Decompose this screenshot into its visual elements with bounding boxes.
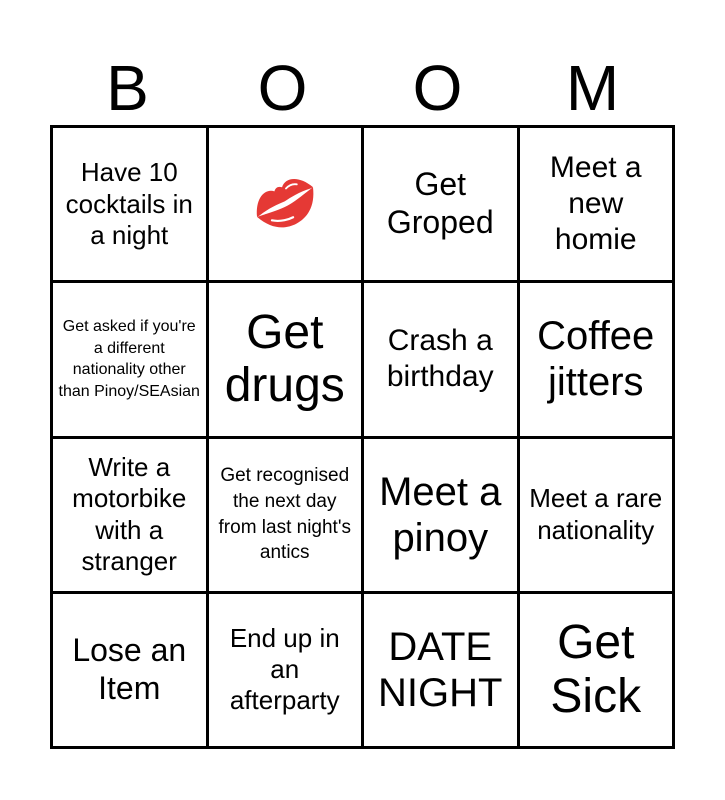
cell-label: Crash a birthday	[386, 324, 494, 394]
cell-label: Get Sick	[550, 616, 642, 723]
bingo-cell-r2c3[interactable]	[364, 283, 517, 435]
bingo-cell-r4c4[interactable]	[520, 594, 673, 746]
bingo-cell-r2c4[interactable]	[520, 283, 673, 435]
bingo-cell-r4c2[interactable]	[209, 594, 362, 746]
header-letter-b: B	[106, 52, 149, 124]
bingo-header	[50, 52, 675, 124]
bingo-cell-r1c4[interactable]	[520, 128, 673, 280]
lips-icon	[249, 166, 321, 243]
bingo-cell-r3c1[interactable]	[53, 439, 206, 591]
bingo-cell-r2c1[interactable]	[53, 283, 206, 435]
cell-label: Get Groped	[386, 166, 494, 241]
cell-label: Get asked if you're a different nationality other than Pinoy/SEAsian	[58, 318, 200, 400]
cell-label: Write a motorbike with a stranger	[72, 452, 187, 576]
cell-label: Meet a new homie	[549, 151, 642, 257]
cell-label: Get drugs	[224, 305, 345, 413]
cell-label: Lose an Item	[72, 632, 187, 706]
bingo-cell-r1c3[interactable]	[364, 128, 517, 280]
cell-label: Meet a pinoy	[379, 469, 502, 560]
cell-label: Meet a rare nationality	[529, 483, 663, 545]
bingo-cell-r3c4[interactable]	[520, 439, 673, 591]
bingo-cell-r3c2[interactable]	[209, 439, 362, 591]
bingo-board	[50, 125, 675, 749]
cell-label: Coffee jitters	[537, 314, 655, 405]
header-letter-o-2: O	[412, 52, 463, 124]
cell-label: Have 10 cocktails in a night	[65, 157, 193, 250]
cell-label: Get recognised the next day from last night's antics	[218, 465, 351, 564]
cell-label: DATE NIGHT	[378, 624, 503, 715]
bingo-cell-r3c3[interactable]	[364, 439, 517, 591]
bingo-cell-r2c2[interactable]	[209, 283, 362, 435]
bingo-cell-r4c1[interactable]	[53, 594, 206, 746]
header-letter-m: M	[565, 52, 620, 124]
header-letter-o-1: O	[257, 52, 308, 124]
bingo-cell-r1c1[interactable]	[53, 128, 206, 280]
cell-label: End up in an afterparty	[229, 623, 340, 716]
bingo-cell-r4c3[interactable]	[364, 594, 517, 746]
bingo-cell-r1c2[interactable]	[209, 128, 362, 280]
